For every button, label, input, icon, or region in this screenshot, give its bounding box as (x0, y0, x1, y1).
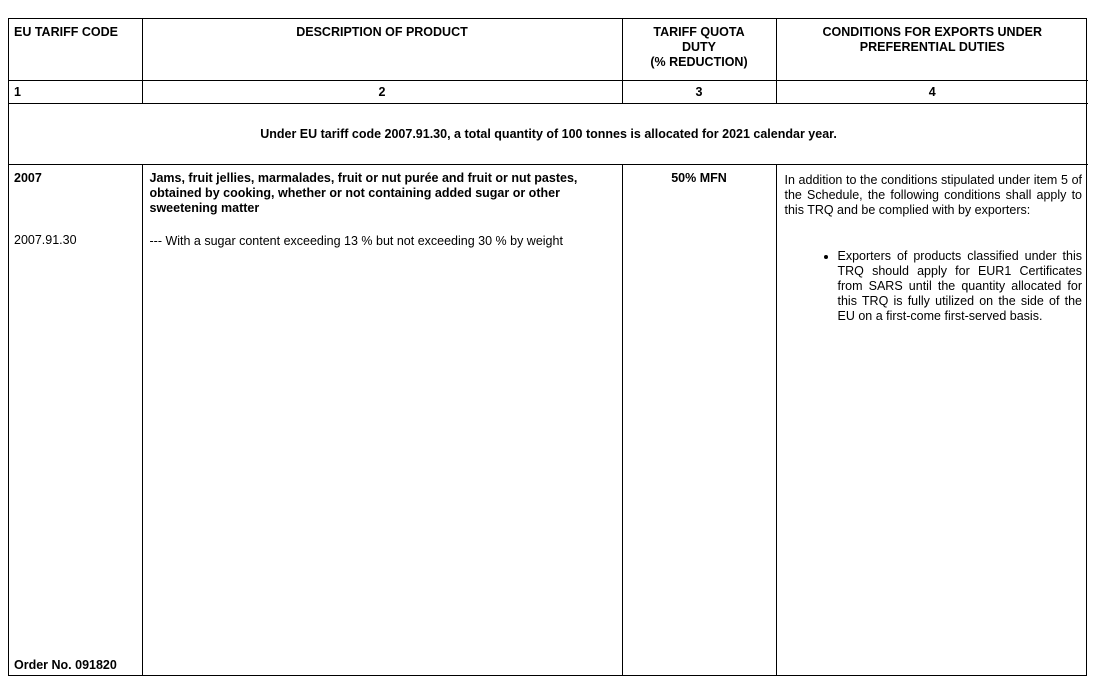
allocation-note-row (9, 104, 1088, 165)
column-number-row (9, 81, 1088, 104)
tariff-code-main: 2007 (14, 171, 42, 185)
column-number-2: 2 (142, 81, 622, 104)
header-eu-tariff-code: EU TARIFF CODE (9, 19, 142, 81)
duty-value: 50% MFN (671, 171, 727, 185)
column-number-1: 1 (9, 81, 142, 104)
duty-cell (622, 165, 776, 676)
conditions-bullet: • Exporters of products classified under this TRQ should apply for EUR1 Certificates from SARS until the quantity allocated for this TRQ is fully utilized on the side of the EU on a first-come first-served basis. (838, 249, 1083, 324)
description-sub: --- With a sugar content exceeding 13 % but not exceeding 30 % by weight (149, 234, 563, 248)
column-number-4: 4 (776, 81, 1088, 104)
column-number-3: 3 (622, 81, 776, 104)
conditions-list (785, 249, 1083, 324)
tariff-table (9, 19, 1088, 675)
tariff-code-sub: 2007.91.30 (14, 233, 77, 247)
conditions-intro: In addition to the conditions stipulated under item 5 of the Schedule, the following conditions shall apply to this TRQ and be complied with by exporters: (784, 173, 1082, 217)
header-conditions: CONDITIONS FOR EXPORTS UNDER PREFERENTIAL DUTIES (776, 19, 1088, 81)
order-number: Order No. 091820 (14, 658, 117, 672)
tariff-entry-row (9, 165, 1088, 676)
header-tariff-quota-duty: TARIFF QUOTA DUTY (% REDUCTION) (622, 19, 776, 81)
description-cell (142, 165, 622, 676)
header-description: DESCRIPTION OF PRODUCT (142, 19, 622, 81)
tariff-quota-document (8, 18, 1087, 676)
conditions-cell (776, 165, 1088, 676)
description-main: Jams, fruit jellies, marmalades, fruit or nut purée and fruit or nut pastes, obtained by cooking, whether or not containing added sugar or other sweetening matter (149, 171, 578, 215)
tariff-code-cell (9, 165, 142, 676)
allocation-note: Under EU tariff code 2007.91.30, a total quantity of 100 tonnes is allocated for 2021 calendar year. (9, 104, 1088, 165)
header-row (9, 19, 1088, 81)
